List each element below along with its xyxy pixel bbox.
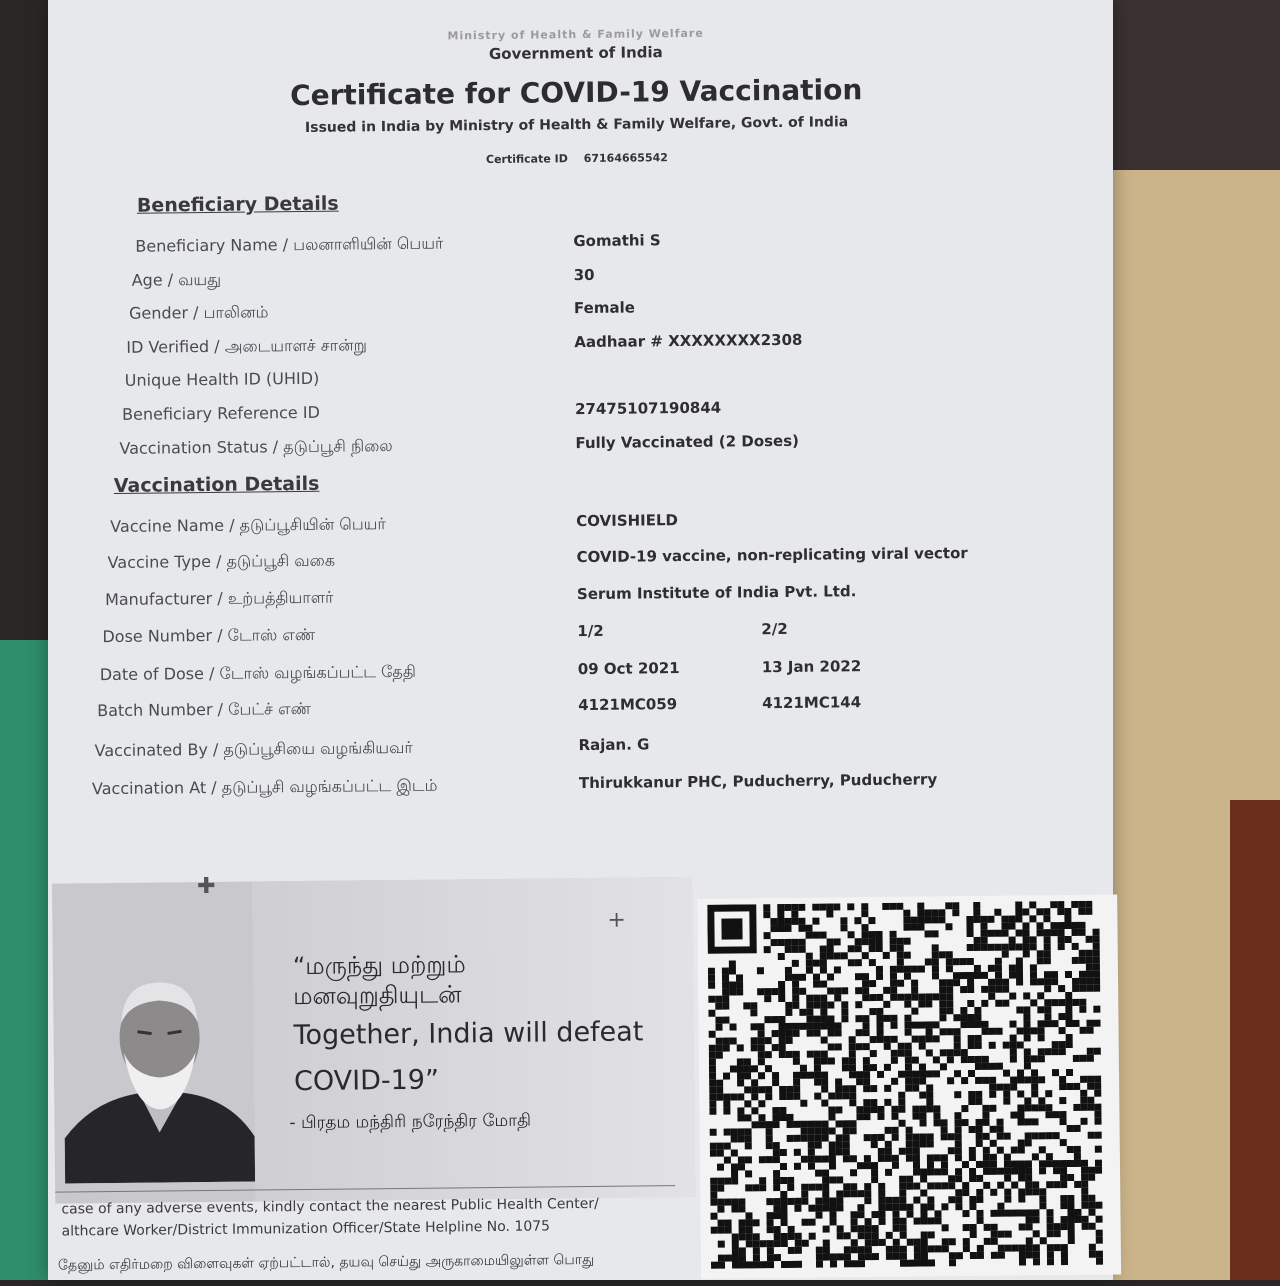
field-label: Beneficiary Name / பலனாளியின் பெயர்	[135, 233, 444, 256]
ministry-name: Ministry of Health & Family Welfare	[447, 26, 704, 43]
field-value: 1/2	[577, 621, 604, 641]
field-label: Beneficiary Reference ID	[121, 402, 320, 424]
field-value: Serum Institute of India Pvt. Ltd.	[576, 582, 857, 604]
plus-mark-icon: +	[607, 907, 626, 933]
field-value-dose2: 13 Jan 2022	[761, 657, 862, 677]
field-label: Age / வயது	[131, 269, 222, 290]
pm-portrait-icon	[63, 967, 255, 1184]
field-value: Female	[573, 298, 635, 318]
vaccination-row	[49, 616, 1114, 657]
certificate-id-label: Certificate ID	[485, 152, 568, 167]
field-value-dose2: 4121MC144	[762, 693, 862, 713]
quote-tamil-line: “மருந்து மற்றும்	[292, 950, 466, 981]
field-label: Dose Number / டோஸ் எண்	[102, 624, 316, 647]
plus-mark-icon: ✚	[196, 873, 216, 900]
certificate-paper	[48, 0, 1113, 1280]
background-fabric	[1230, 800, 1280, 1280]
footer-line: althcare Worker/District Immunization Officer/State Helpline No. 1075	[61, 1218, 551, 1240]
quote-attribution: - பிரதம மந்திரி நரேந்திர மோதி	[289, 1110, 532, 1134]
quote-tamil-line: மனவுறுதியுடன்	[293, 980, 462, 1011]
field-value: 30	[573, 265, 595, 285]
vaccination-row	[48, 507, 1113, 548]
field-label: Unique Health ID (UHID)	[124, 368, 320, 390]
field-label: Vaccine Name / தடுப்பூசியின் பெயர்	[110, 514, 386, 537]
field-label: Gender / பாலினம்	[128, 302, 269, 323]
vaccination-row	[51, 730, 1116, 771]
pm-quote-banner	[52, 873, 695, 1204]
certificate-id-line	[44, 147, 1109, 171]
qr-code-icon	[707, 901, 1111, 1275]
field-label: Vaccination At / தடுப்பூசி வழங்கப்பட்ட இடம்	[91, 775, 438, 799]
field-value: Rajan. G	[578, 735, 650, 755]
field-value: 27475107190844	[574, 398, 722, 419]
field-value: 09 Oct 2021	[577, 659, 680, 679]
certificate-content	[43, 0, 1121, 1286]
field-label: Vaccine Type / தடுப்பூசி வகை	[107, 550, 336, 573]
government-name: Government of India	[488, 43, 663, 64]
field-value-dose2: 2/2	[761, 619, 788, 639]
field-value: COVID-19 vaccine, non-replicating viral vector	[576, 544, 968, 567]
field-value: Gomathi S	[573, 231, 661, 251]
field-value: 4121MC059	[578, 695, 678, 715]
certificate-subtitle: Issued in India by Ministry of Health & Family Welfare, Govt. of India	[304, 114, 849, 136]
field-label: ID Verified / அடையாளச் சான்று	[126, 335, 368, 357]
field-label: Vaccinated By / தடுப்பூசியை வழங்கியவர்	[94, 737, 413, 761]
field-label: Batch Number / பேட்ச் எண்	[97, 698, 311, 721]
vaccination-row	[49, 579, 1114, 620]
beneficiary-row	[47, 429, 1112, 470]
field-label: Date of Dose / டோஸ் வழங்கப்பட்ட தேதி	[99, 661, 416, 685]
vaccination-row	[50, 654, 1115, 695]
field-value: COVISHIELD	[576, 511, 679, 531]
beneficiary-heading: Beneficiary Details	[136, 192, 339, 217]
certificate-id-value: 67164665542	[583, 151, 668, 166]
quote-tamil	[293, 949, 466, 1011]
field-label: Manufacturer / உற்பத்தியாளர்	[104, 587, 334, 610]
field-value: Aadhaar # XXXXXXXX2308	[574, 330, 803, 352]
footer-line: தேனும் எதிர்மறை விளைவுகள் ஏற்பட்டால், தயவு செய்து அருகாமையிலுள்ள பொது	[57, 1251, 595, 1274]
vaccination-heading: Vaccination Details	[113, 472, 320, 497]
field-value: Fully Vaccinated (2 Doses)	[575, 431, 800, 453]
vaccination-row	[49, 542, 1114, 583]
field-value: Thirukkanur PHC, Puducherry, Puducherry	[578, 770, 938, 793]
qr-code	[697, 894, 1121, 1278]
quote-english: Together, India will defeat COVID-19”	[293, 1016, 644, 1098]
certificate-title: Certificate for COVID-19 Vaccination	[289, 73, 863, 113]
vaccination-row	[50, 690, 1115, 731]
field-label: Vaccination Status / தடுப்பூசி நிலை	[119, 436, 393, 458]
vaccination-row	[51, 768, 1116, 809]
footer-line: case of any adverse events, kindly contact the nearest Public Health Center/	[61, 1195, 599, 1218]
